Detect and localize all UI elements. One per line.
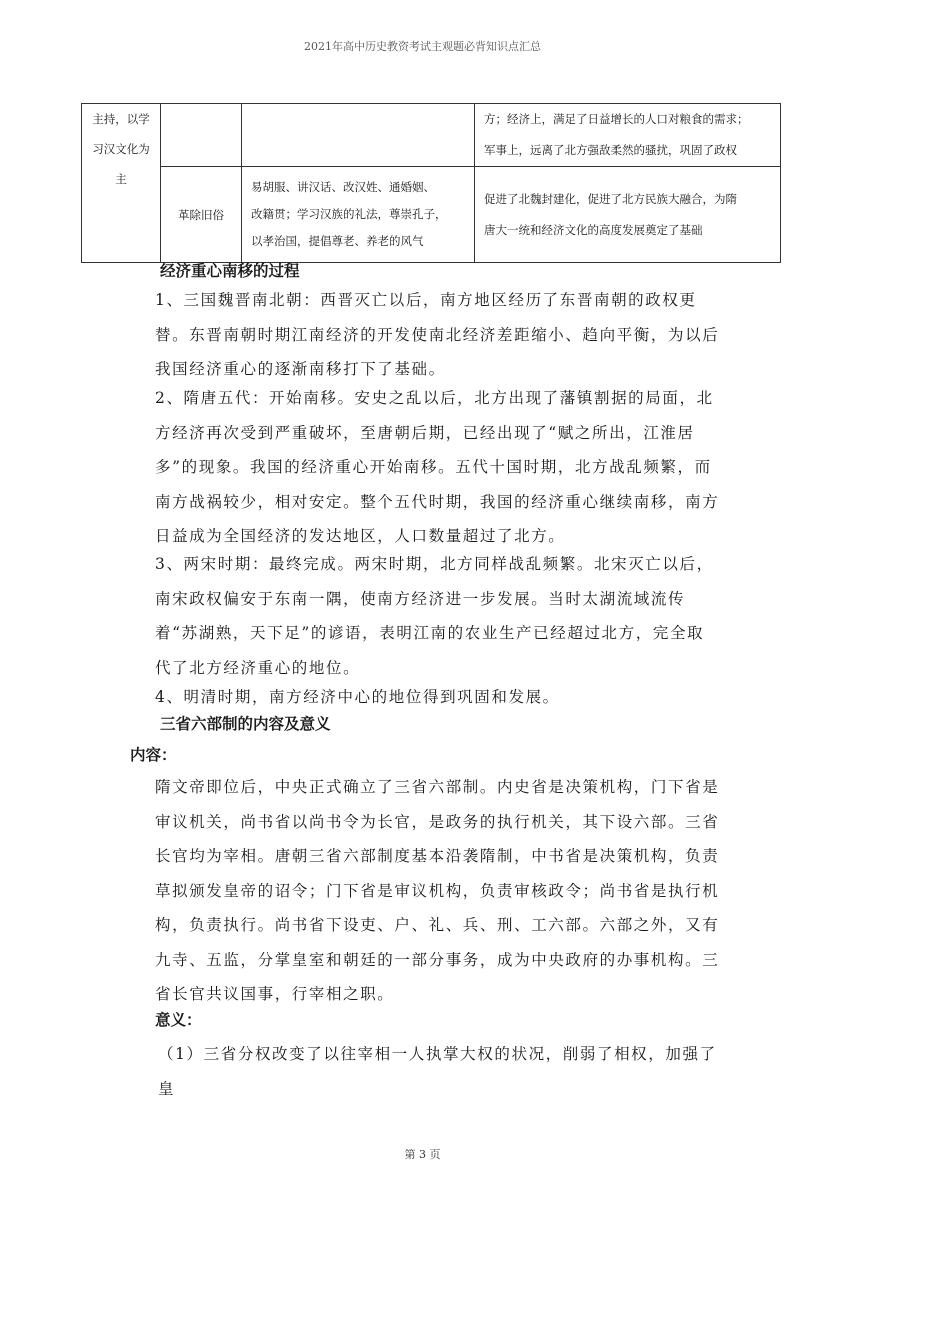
paragraph: 2、隋唐五代：开始南移。安史之乱以后，北方出现了藩镇割据的局面，北方经济再次受到严重破坏，至唐朝后期，已经出现了“赋之所出，江淮居多”的现象。我国的经济重心开始南移。五代十国时期，北方战乱频繁，而南方战祸较少，相对安定。整个五代时期，我国的经济重心继续南移，南方日益成为全国经济的发达地区，人口数量超过了北方。 bbox=[155, 389, 720, 545]
table-cell-content: 易胡服、讲汉话、改汉姓、通婚姻、 改籍贯；学习汉族的礼法，尊崇孔子， 以孝治国，提倡尊老、养老的风气 bbox=[242, 167, 475, 263]
reform-table bbox=[81, 103, 781, 263]
paragraph: （1）三省分权改变了以往宰相一人执掌大权的状况，削弱了相权，加强了皇 bbox=[158, 1045, 717, 1098]
paragraph: 4、明清时期，南方经济中心的地位得到巩固和发展。 bbox=[155, 688, 560, 706]
section-heading: 经济重心南移的过程 bbox=[160, 262, 300, 280]
paragraph: 3、两宋时期：最终完成。两宋时期，北方同样战乱频繁。北宋灭亡以后，南宋政权偏安于东南一隅，使南方经济进一步发展。当时太湖流域流传着“苏湖熟，天下足”的谚语，表明江南的农业生产已经超过北方，完全取代了北方经济重心的地位。 bbox=[155, 555, 714, 677]
table-cell-effect: 促进了北魏封建化，促进了北方民族大融合，为隋 唐大一统和经济文化的高度发展奠定了基础 bbox=[475, 167, 781, 263]
subheading-content: 内容： bbox=[130, 746, 177, 764]
paragraph: 1、三国魏晋南北朝：西晋灭亡以后，南方地区经历了东晋南朝的政权更替。东晋南朝时期江南经济的开发使南北经济差距缩小、趋向平衡，为以后我国经济重心的逐渐南移打下了基础。 bbox=[155, 291, 720, 378]
subheading-meaning: 意义： bbox=[155, 1011, 202, 1029]
table-cell-col1: 主持，以学 习汉文化为 主 bbox=[82, 104, 161, 263]
table-cell-measure: 革除旧俗 bbox=[161, 167, 242, 263]
table-row bbox=[82, 167, 781, 263]
table-cell-empty bbox=[242, 104, 475, 167]
page-header: 2021年高中历史教资考试主观题必背知识点汇总 bbox=[304, 40, 541, 53]
table-cell-effect: 方；经济上，满足了日益增长的人口对粮食的需求； 军事上，远离了北方强敌柔然的骚扰，巩固了政权 bbox=[475, 104, 781, 167]
table-cell-empty bbox=[161, 104, 242, 167]
table-row bbox=[82, 104, 781, 167]
paragraph: 隋文帝即位后，中央正式确立了三省六部制。内史省是决策机构，门下省是审议机关，尚书省以尚书令为长官，是政务的执行机关，其下设六部。三省长官均为宰相。唐朝三省六部制度基本沿袭隋制，中书省是决策机构，负责草拟颁发皇帝的诏令；门下省是审议机构，负责审核政令；尚书省是执行机构，负责执行。尚书省下设吏、户、礼、兵、刑、工六部。六部之外，又有九寺、五监，分掌皇室和朝廷的一部分事务，成为中央政府的办事机构。三省长官共议国事，行宰相之职。 bbox=[155, 778, 720, 1003]
section-heading: 三省六部制的内容及意义 bbox=[160, 715, 331, 733]
page-number: 第 3 页 bbox=[404, 1148, 441, 1161]
